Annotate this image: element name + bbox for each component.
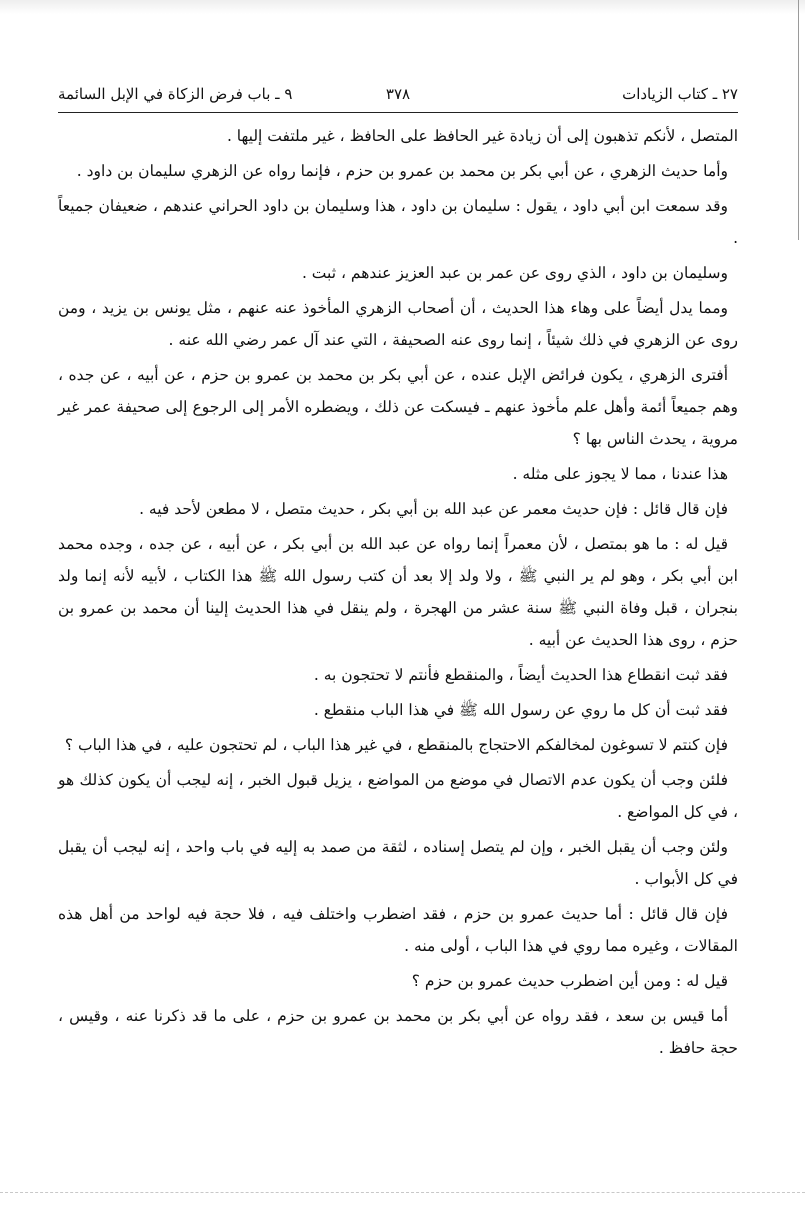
paragraph: فإن قال قائل : فإن حديث معمر عن عبد الله بن أبي بكر ، حديث متصل ، لا مطعن لأحد فيه .	[139, 500, 728, 518]
paragraph: قيل له : ومن أين اضطرب حديث عمرو بن حزم ؟	[411, 972, 728, 990]
header-book-title: ٢٧ ـ كتاب الزيادات	[622, 85, 738, 103]
page-header	[58, 80, 738, 110]
paragraph: وسليمان بن داود ، الذي روى عن عمر بن عبد العزيز عندهم ، ثبت .	[301, 264, 728, 282]
paragraph: هذا عندنا ، مما لا يجوز على مثله .	[512, 465, 728, 483]
scan-top-edge	[0, 0, 805, 14]
scan-right-edge	[798, 0, 799, 240]
paragraph: وقد سمعت ابن أبي داود ، يقول : سليمان بن داود ، هذا وسليمان بن داود الحراني عندهم ، ضعيفان جميعاً .	[58, 197, 738, 247]
paragraph: ولئن وجب أن يقبل الخبر ، وإن لم يتصل إسناده ، لثقة من صمد به إليه في باب واحد ، إنه ليجب أن يقبل في كل الأبواب .	[58, 838, 738, 888]
page-body	[58, 120, 738, 1120]
paragraph: أما قيس بن سعد ، فقد رواه عن أبي بكر بن محمد بن عمرو بن حزم ، على ما قد ذكرنا عنه ، وقيس ، حجة حافظ .	[58, 1007, 738, 1057]
header-page-number: ٣٧٨	[385, 85, 411, 103]
scan-bottom-edge	[0, 1192, 805, 1193]
paragraph: فإن كنتم لا تسوغون لمخالفكم الاحتجاج بالمنقطع ، في غير هذا الباب ، لم تحتجون عليه ، في هذا الباب ؟	[64, 736, 728, 754]
header-chapter-title: ٩ ـ باب فرض الزكاة في الإبل السائمة	[58, 85, 293, 103]
paragraph: فقد ثبت أن كل ما روي عن رسول الله ﷺ في هذا الباب منقطع .	[313, 701, 728, 719]
paragraph: ومما يدل أيضاً على وهاء هذا الحديث ، أن أصحاب الزهري المأخوذ عنه عنهم ، مثل يونس بن يزيد ، ومن روى عن الزهري في ذلك شيئاً ، إنما روى عنه الصحيفة ، التي عند آل عمر رضي الله عنه .	[58, 299, 738, 349]
paragraph: فلئن وجب أن يكون عدم الاتصال في موضع من المواضع ، يزيل قبول الخبر ، إنه ليجب أن يكون كذلك هو ، في كل المواضع .	[58, 771, 738, 821]
paragraph: المتصل ، لأنكم تذهبون إلى أن زيادة غير الحافظ على الحافظ ، غير ملتفت إليها .	[226, 127, 738, 145]
header-rule	[58, 112, 738, 113]
paragraph: فإن قال قائل : أما حديث عمرو بن حزم ، فقد اضطرب واختلف فيه ، فلا حجة فيه لواحد من أهل هذه المقالات ، وغيره مما روي في هذا الباب ، أولى منه .	[58, 905, 738, 955]
paragraph: قيل له : ما هو بمتصل ، لأن معمراً إنما رواه عن عبد الله بن أبي بكر ، عن أبيه ، عن جده ، وجده محمد ابن أبي بكر ، وهو لم ير النبي ﷺ ، ولا ولد إلا بعد أن كتب رسول الله ﷺ هذا الكتاب ، لأبيه لأنه إنما ولد بنجران ، قبل وفاة النبي ﷺ سنة عشر من الهجرة ، ولم ينقل في هذا الحديث إلينا أن محمد بن عمرو بن حزم ، روى هذا الحديث عن أبيه .	[58, 535, 738, 649]
paragraph: فقد ثبت انقطاع هذا الحديث أيضاً ، والمنقطع فأنتم لا تحتجون به .	[313, 666, 728, 684]
paragraph: أفترى الزهري ، يكون فرائض الإبل عنده ، عن أبي بكر بن محمد بن عمرو بن حزم ، عن أبيه ، عن جده ، وهم جميعاً أئمة وأهل علم مأخوذ عنهم ـ فيسكت عن ذلك ، ويضطره الأمر إلى الرجوع إلى صحيفة عمر غير مروية ، يحدث الناس بها ؟	[58, 366, 738, 448]
paragraph: وأما حديث الزهري ، عن أبي بكر بن محمد بن عمرو بن حزم ، فإنما رواه عن الزهري سليمان بن داود .	[76, 162, 728, 180]
